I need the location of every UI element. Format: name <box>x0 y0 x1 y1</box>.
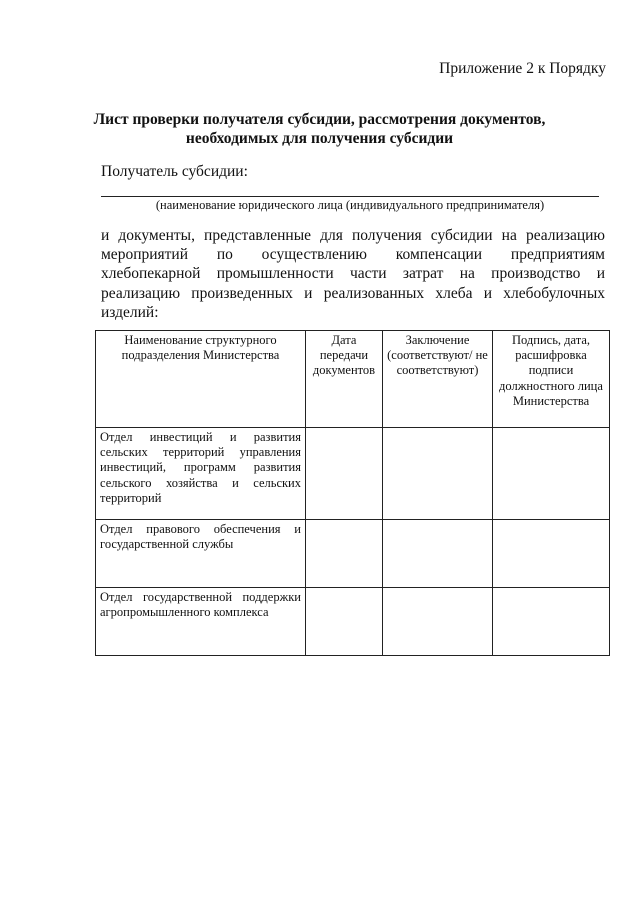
table-row <box>96 428 610 520</box>
table-header-row <box>96 331 610 428</box>
header-signature: Подпись, дата, расшифровка подписи должностного лица Министерства <box>493 331 610 428</box>
department-name-cell: Отдел инвестиций и развития сельских территорий управления инвестиций, программ развития сельского хозяйства и сельских территорий <box>96 428 306 520</box>
conclusion-cell <box>383 588 493 656</box>
header-conclusion: Заключение (соответствуют/ не соответствуют) <box>383 331 493 428</box>
department-name-cell: Отдел правового обеспечения и государственной службы <box>96 520 306 588</box>
header-date: Дата передачи документов <box>306 331 383 428</box>
signature-cell <box>493 428 610 520</box>
signature-cell <box>493 588 610 656</box>
department-name-cell: Отдел государственной поддержки агропромышленного комплекса <box>96 588 306 656</box>
check-table <box>95 330 610 656</box>
header-department: Наименование структурного подразделения Министерства <box>96 331 306 428</box>
body-paragraph: и документы, представленные для получения субсидии на реализацию мероприятий по осуществлению компенсации предприятиям хлебопекарной промышленности части затрат на производство и реализацию произведенных и реализованных хлеба и хлебобулочных изделий: <box>101 227 605 321</box>
title-line-2: необходимых для получения субсидии <box>185 130 454 147</box>
date-cell <box>306 428 383 520</box>
recipient-caption: (наименование юридического лица (индивидуального предпринимателя) <box>155 198 545 212</box>
conclusion-cell <box>383 520 493 588</box>
recipient-label: Получатель субсидии: <box>101 163 248 180</box>
signature-cell <box>493 520 610 588</box>
table-row <box>96 588 610 656</box>
date-cell <box>306 520 383 588</box>
appendix-reference: Приложение 2 к Порядку <box>439 60 606 77</box>
title-line-1: Лист проверки получателя субсидии, рассмотрения документов, <box>93 111 546 128</box>
document-title <box>60 110 579 148</box>
recipient-fill-line <box>101 196 599 197</box>
table-row <box>96 520 610 588</box>
conclusion-cell <box>383 428 493 520</box>
date-cell <box>306 588 383 656</box>
